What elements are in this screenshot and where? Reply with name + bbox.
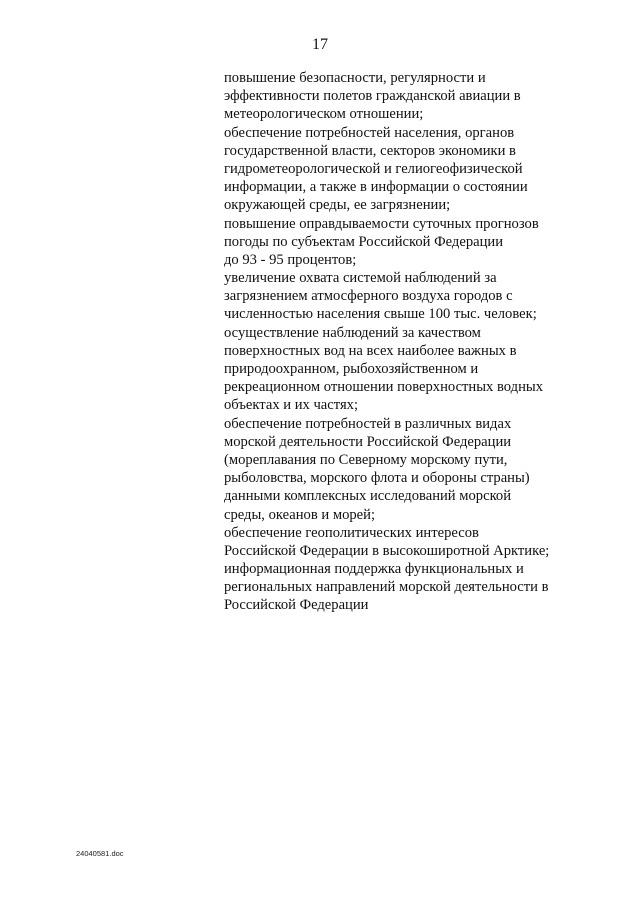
body-text: [224, 69, 614, 615]
text-line: погоды по субъектам Российской Федерации: [224, 233, 504, 250]
text-line: повышение безопасности, регулярности и: [224, 70, 486, 86]
text-line: рыболовства, морского флота и обороны страны): [224, 470, 530, 487]
text-line: среды, океанов и морей;: [224, 506, 376, 523]
text-line: (мореплавания по Северному морскому пути,: [224, 451, 508, 468]
text-line: морской деятельности Российской Федерации: [224, 433, 512, 450]
text-line: поверхностных вод на всех наиболее важных в: [224, 342, 517, 359]
text-line: загрязнением атмосферного воздуха городов с: [224, 288, 513, 305]
text-line: осуществление наблюдений за качеством: [224, 324, 481, 341]
text-line: данными комплексных исследований морской: [224, 488, 512, 505]
text-line: до 93 - 95 процентов;: [224, 251, 357, 268]
text-line: окружающей среды, ее загрязнении;: [224, 197, 451, 214]
document-reference: 24040581.doc: [76, 849, 124, 858]
text-line: рекреационном отношении поверхностных водных: [224, 379, 543, 396]
text-line: эффективности полетов гражданской авиации в: [224, 88, 521, 105]
text-line: обеспечение потребностей в различных видах: [224, 415, 512, 432]
text-line: численностью населения свыше 100 тыс. человек;: [224, 306, 537, 323]
text-line: метеорологическом отношении;: [224, 106, 424, 123]
text-line: информации, а также в информации о состоянии: [224, 179, 528, 196]
text-line: объектах и их частях;: [224, 397, 359, 414]
text-line: обеспечение потребностей населения, органов: [224, 124, 515, 141]
text-line: Российской Федерации: [224, 597, 369, 614]
text-line: информационная поддержка функциональных и: [224, 561, 524, 578]
text-line: Российской Федерации в высокоширотной Арктике;: [224, 542, 550, 559]
text-line: обеспечение геополитических интересов: [224, 524, 479, 541]
text-line: региональных направлений морской деятельности в: [224, 579, 549, 596]
text-line: увеличение охвата системой наблюдений за: [224, 270, 497, 287]
page-number: 17: [312, 36, 328, 53]
text-line: государственной власти, секторов экономики в: [224, 142, 516, 159]
text-line: природоохранном, рыбохозяйственном и: [224, 361, 479, 377]
text-line: повышение оправдываемости суточных прогнозов: [224, 215, 539, 232]
text-line: гидрометеорологической и гелиогеофизической: [224, 160, 523, 177]
